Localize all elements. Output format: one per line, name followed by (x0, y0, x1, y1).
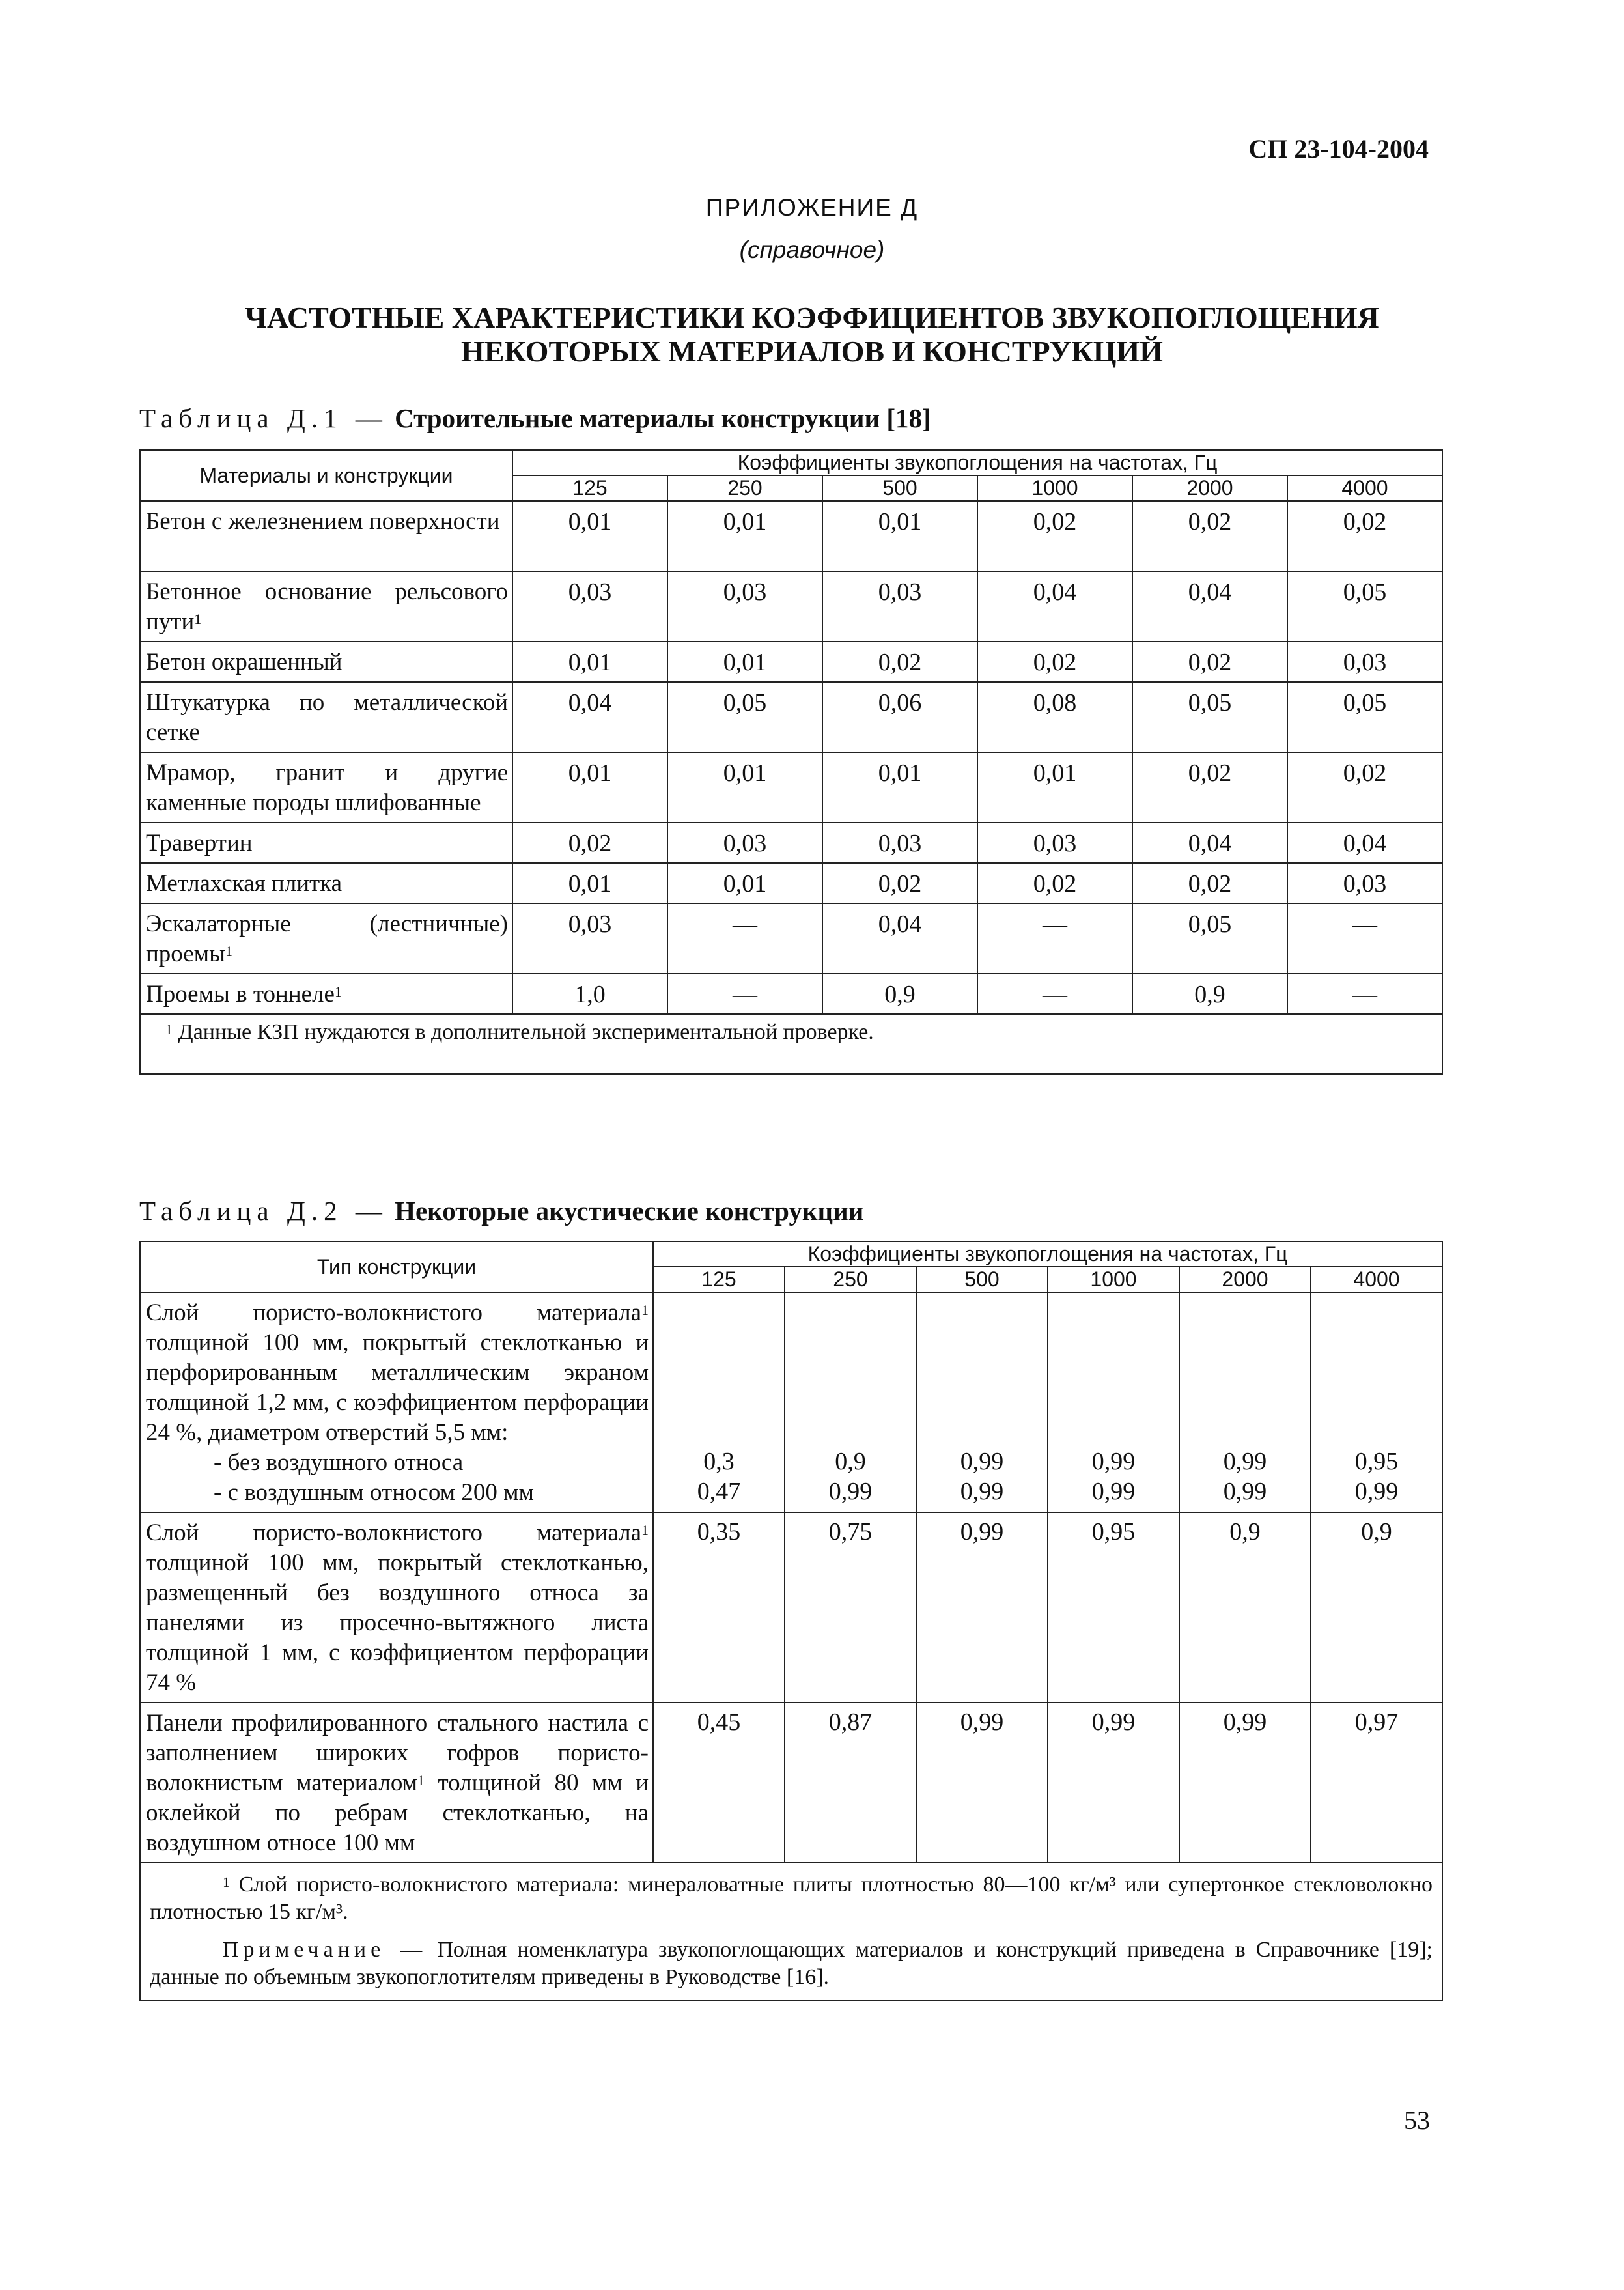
coefficient-cell: 0,9 (1179, 1512, 1311, 1703)
coefficient-cell: 0,01 (512, 863, 667, 903)
coefficient-cell: 0,04 (1132, 823, 1287, 863)
table-row (140, 752, 1442, 823)
construction-description: Слой пористо-волокнистого материала$^1$ толщиной 100 мм, покрытый стеклотканью и перфорированным металлическим экраном толщиной 1,2 мм, с коэффициентом перфорации 24 %, диаметром отверстий 5,5 мм: - без воздушного относа - с воздушным относом 200 мм (140, 1292, 653, 1512)
coefficient-cell: 0,03 (512, 571, 667, 642)
coefficient-cell: 0,03 (667, 823, 822, 863)
table1-col-header: Материалы и конструкции (140, 450, 512, 501)
coefficient-cell: 0,3 0,47 (653, 1292, 785, 1512)
coefficient-cell: 0,99 (916, 1512, 1048, 1703)
coefficient-cell: 0,01 (667, 863, 822, 903)
table-row (140, 1512, 1442, 1703)
coefficient-cell: 0,02 (977, 642, 1132, 682)
coefficient-cell: 0,04 (977, 571, 1132, 642)
coefficient-cell: 0,9 (822, 974, 977, 1014)
coefficient-cell: 0,95 (1048, 1512, 1179, 1703)
coefficient-cell: 0,87 (785, 1703, 916, 1863)
table2-freq-header: 500 (916, 1267, 1048, 1292)
table2-footnote: $^1$ Слой пористо-волокнистого материала: минераловатные плиты плотностью 80—100 кг/м³ или супертонкое стекловолокно плотностью 15 кг/м³. (150, 1873, 1433, 1924)
coefficient-cell: 0,95 0,99 (1311, 1292, 1442, 1512)
table2-freq-header: 2000 (1179, 1267, 1311, 1292)
table1-caption (139, 403, 931, 434)
footnote-ref: 1 (641, 1522, 649, 1538)
coefficient-cell: 0,01 (512, 642, 667, 682)
coefficient-cell: 0,99 0,99 (1179, 1292, 1311, 1512)
table1-freq-header: 4000 (1287, 475, 1442, 501)
table-row (140, 974, 1442, 1014)
coefficient-cell: 0,08 (977, 682, 1132, 752)
material-name: Бетонное основание рельсового пути$^1$ (140, 571, 512, 642)
table-row (140, 1292, 1442, 1512)
table2-caption-title: Некоторые акустические конструкции (395, 1196, 864, 1226)
table1 (139, 449, 1443, 1075)
page-title (0, 301, 1624, 369)
coefficient-cell: 0,02 (1132, 752, 1287, 823)
table-row (140, 823, 1442, 863)
material-name: Мрамор, гранит и другие каменные породы шлифованные (140, 752, 512, 823)
coefficient-cell: 0,01 (977, 752, 1132, 823)
coefficient-cell: 0,03 (512, 903, 667, 974)
table-row (140, 903, 1442, 974)
table1-freq-header: 250 (667, 475, 822, 501)
table2-col-header: Тип конструкции (140, 1241, 653, 1292)
title-line-2: НЕКОТОРЫХ МАТЕРИАЛОВ И КОНСТРУКЦИЙ (461, 335, 1163, 368)
footnote-ref: 1 (194, 611, 202, 627)
coefficient-cell: 0,03 (822, 571, 977, 642)
coefficient-cell: 0,9 (1132, 974, 1287, 1014)
table2-footnotes (140, 1863, 1442, 2001)
footnote-mark: 1 (165, 1021, 173, 1038)
coefficient-cell: — (977, 903, 1132, 974)
table2-freq-header: 1000 (1048, 1267, 1179, 1292)
coefficient-cell: 0,03 (822, 823, 977, 863)
material-name: Бетон с железнением поверхности (140, 501, 512, 571)
sub-item: - без воздушного относа (214, 1449, 464, 1476)
coefficient-cell: 0,06 (822, 682, 977, 752)
table-row (140, 1703, 1442, 1863)
coefficient-cell: 0,35 (653, 1512, 785, 1703)
coefficient-cell: 0,9 0,99 (785, 1292, 916, 1512)
coefficient-cell: 0,99 0,99 (1048, 1292, 1179, 1512)
coefficient-cell: 0,05 (1287, 571, 1442, 642)
coefficient-cell: 0,02 (977, 863, 1132, 903)
coefficient-cell: 0,04 (822, 903, 977, 974)
appendix-label: ПРИЛОЖЕНИЕ Д (705, 194, 919, 221)
material-name: Метлахская плитка (140, 863, 512, 903)
table1-caption-title: Строительные материалы конструкции [18] (395, 403, 931, 433)
coefficient-cell: 0,99 (1179, 1703, 1311, 1863)
footnote-ref: 1 (334, 983, 342, 1000)
coefficient-cell: 1,0 (512, 974, 667, 1014)
coefficient-cell: 0,02 (1287, 501, 1442, 571)
table2-note: Примечание — Полная номенклатура звукопоглощающих материалов и конструкций приведена в Справочнике [19]; данные по объемным звукопоглотителям приведены в Руководстве [16]. (150, 1938, 1433, 1989)
title-line-1: ЧАСТОТНЫЕ ХАРАКТЕРИСТИКИ КОЭФФИЦИЕНТОВ ЗВУКОПОГЛОЩЕНИЯ (245, 301, 1379, 334)
coefficient-cell: 0,97 (1311, 1703, 1442, 1863)
coefficient-cell: — (1287, 974, 1442, 1014)
footnote-ref: 1 (417, 1772, 425, 1788)
coefficient-cell: 0,04 (1132, 571, 1287, 642)
table1-freq-header: 125 (512, 475, 667, 501)
note-label: Примечание — (223, 1938, 427, 1962)
coefficient-cell: 0,01 (512, 501, 667, 571)
coefficient-cell: 0,02 (1287, 752, 1442, 823)
coefficient-cell: — (667, 903, 822, 974)
coefficient-cell: 0,02 (822, 642, 977, 682)
table2 (139, 1241, 1443, 2001)
coefficient-cell: — (1287, 903, 1442, 974)
table1-group-header: Коэффициенты звукопоглощения на частотах, Гц (512, 450, 1442, 475)
appendix-note: (справочное) (739, 236, 885, 263)
coefficient-cell: 0,99 (1048, 1703, 1179, 1863)
coefficient-cell: 0,99 0,99 (916, 1292, 1048, 1512)
coefficient-cell: 0,03 (667, 571, 822, 642)
coefficient-cell: 0,05 (667, 682, 822, 752)
coefficient-cell: 0,02 (1132, 501, 1287, 571)
table1-freq-header: 1000 (977, 475, 1132, 501)
coefficient-cell: 0,02 (1132, 863, 1287, 903)
construction-description: Слой пористо-волокнистого материала$^1$ толщиной 100 мм, покрытый стеклотканью, размещенный без воздушного относа за панелями из просечно-вытяжного листа толщиной 1 мм, с коэффициентом перфорации 74 % (140, 1512, 653, 1703)
coefficient-cell: 0,01 (822, 752, 977, 823)
table1-freq-header: 500 (822, 475, 977, 501)
table1-caption-prefix: Таблица Д.1 — (139, 403, 388, 433)
table2-group-header: Коэффициенты звукопоглощения на частотах, Гц (653, 1241, 1442, 1267)
material-name: Штукатурка по металлической сетке (140, 682, 512, 752)
coefficient-cell: 0,02 (977, 501, 1132, 571)
coefficient-cell: 0,03 (977, 823, 1132, 863)
table-row (140, 501, 1442, 571)
coefficient-cell: 0,02 (512, 823, 667, 863)
table-row (140, 863, 1442, 903)
coefficient-cell: 0,45 (653, 1703, 785, 1863)
coefficient-cell: — (667, 974, 822, 1014)
table2-freq-header: 4000 (1311, 1267, 1442, 1292)
footnote-ref: 1 (225, 943, 232, 959)
coefficient-cell: 0,01 (667, 752, 822, 823)
document-code: СП 23-104-2004 (1248, 134, 1429, 163)
coefficient-cell: 0,04 (512, 682, 667, 752)
construction-description: Панели профилированного стального настила с заполнением широких гофров пористо-волокнистым материалом$^1$ толщиной 80 мм и оклейкой по ребрам стеклотканью, на воздушном относе 100 мм (140, 1703, 653, 1863)
table-row (140, 571, 1442, 642)
table2-caption-prefix: Таблица Д.2 — (139, 1196, 388, 1226)
coefficient-cell: 0,05 (1132, 903, 1287, 974)
table-row (140, 682, 1442, 752)
table1-freq-header: 2000 (1132, 475, 1287, 501)
coefficient-cell: 0,01 (822, 501, 977, 571)
page-number: 53 (1404, 2106, 1430, 2135)
table2-caption (139, 1195, 863, 1226)
footnote-mark: 1 (223, 1874, 230, 1890)
coefficient-cell: 0,01 (667, 501, 822, 571)
material-name: Проемы в тоннеле$^1$ (140, 974, 512, 1014)
coefficient-cell: 0,03 (1287, 863, 1442, 903)
sub-item: - с воздушным относом 200 мм (214, 1479, 534, 1506)
coefficient-cell: 0,9 (1311, 1512, 1442, 1703)
footnote-ref: 1 (641, 1302, 649, 1318)
coefficient-cell: 0,05 (1132, 682, 1287, 752)
table2-freq-header: 250 (785, 1267, 916, 1292)
coefficient-cell: 0,75 (785, 1512, 916, 1703)
coefficient-cell: 0,01 (512, 752, 667, 823)
coefficient-cell: 0,04 (1287, 823, 1442, 863)
coefficient-cell: — (977, 974, 1132, 1014)
coefficient-cell: 0,02 (822, 863, 977, 903)
table1-footnote: $^1$ Данные КЗП нуждаются в дополнительной экспериментальной проверке. (140, 1014, 1442, 1074)
table-row (140, 642, 1442, 682)
coefficient-cell: 0,05 (1287, 682, 1442, 752)
table2-freq-header: 125 (653, 1267, 785, 1292)
coefficient-cell: 0,01 (667, 642, 822, 682)
material-name: Эскалаторные (лестничные) проемы$^1$ (140, 903, 512, 974)
coefficient-cell: 0,99 (916, 1703, 1048, 1863)
material-name: Травертин (140, 823, 512, 863)
coefficient-cell: 0,03 (1287, 642, 1442, 682)
coefficient-cell: 0,02 (1132, 642, 1287, 682)
material-name: Бетон окрашенный (140, 642, 512, 682)
